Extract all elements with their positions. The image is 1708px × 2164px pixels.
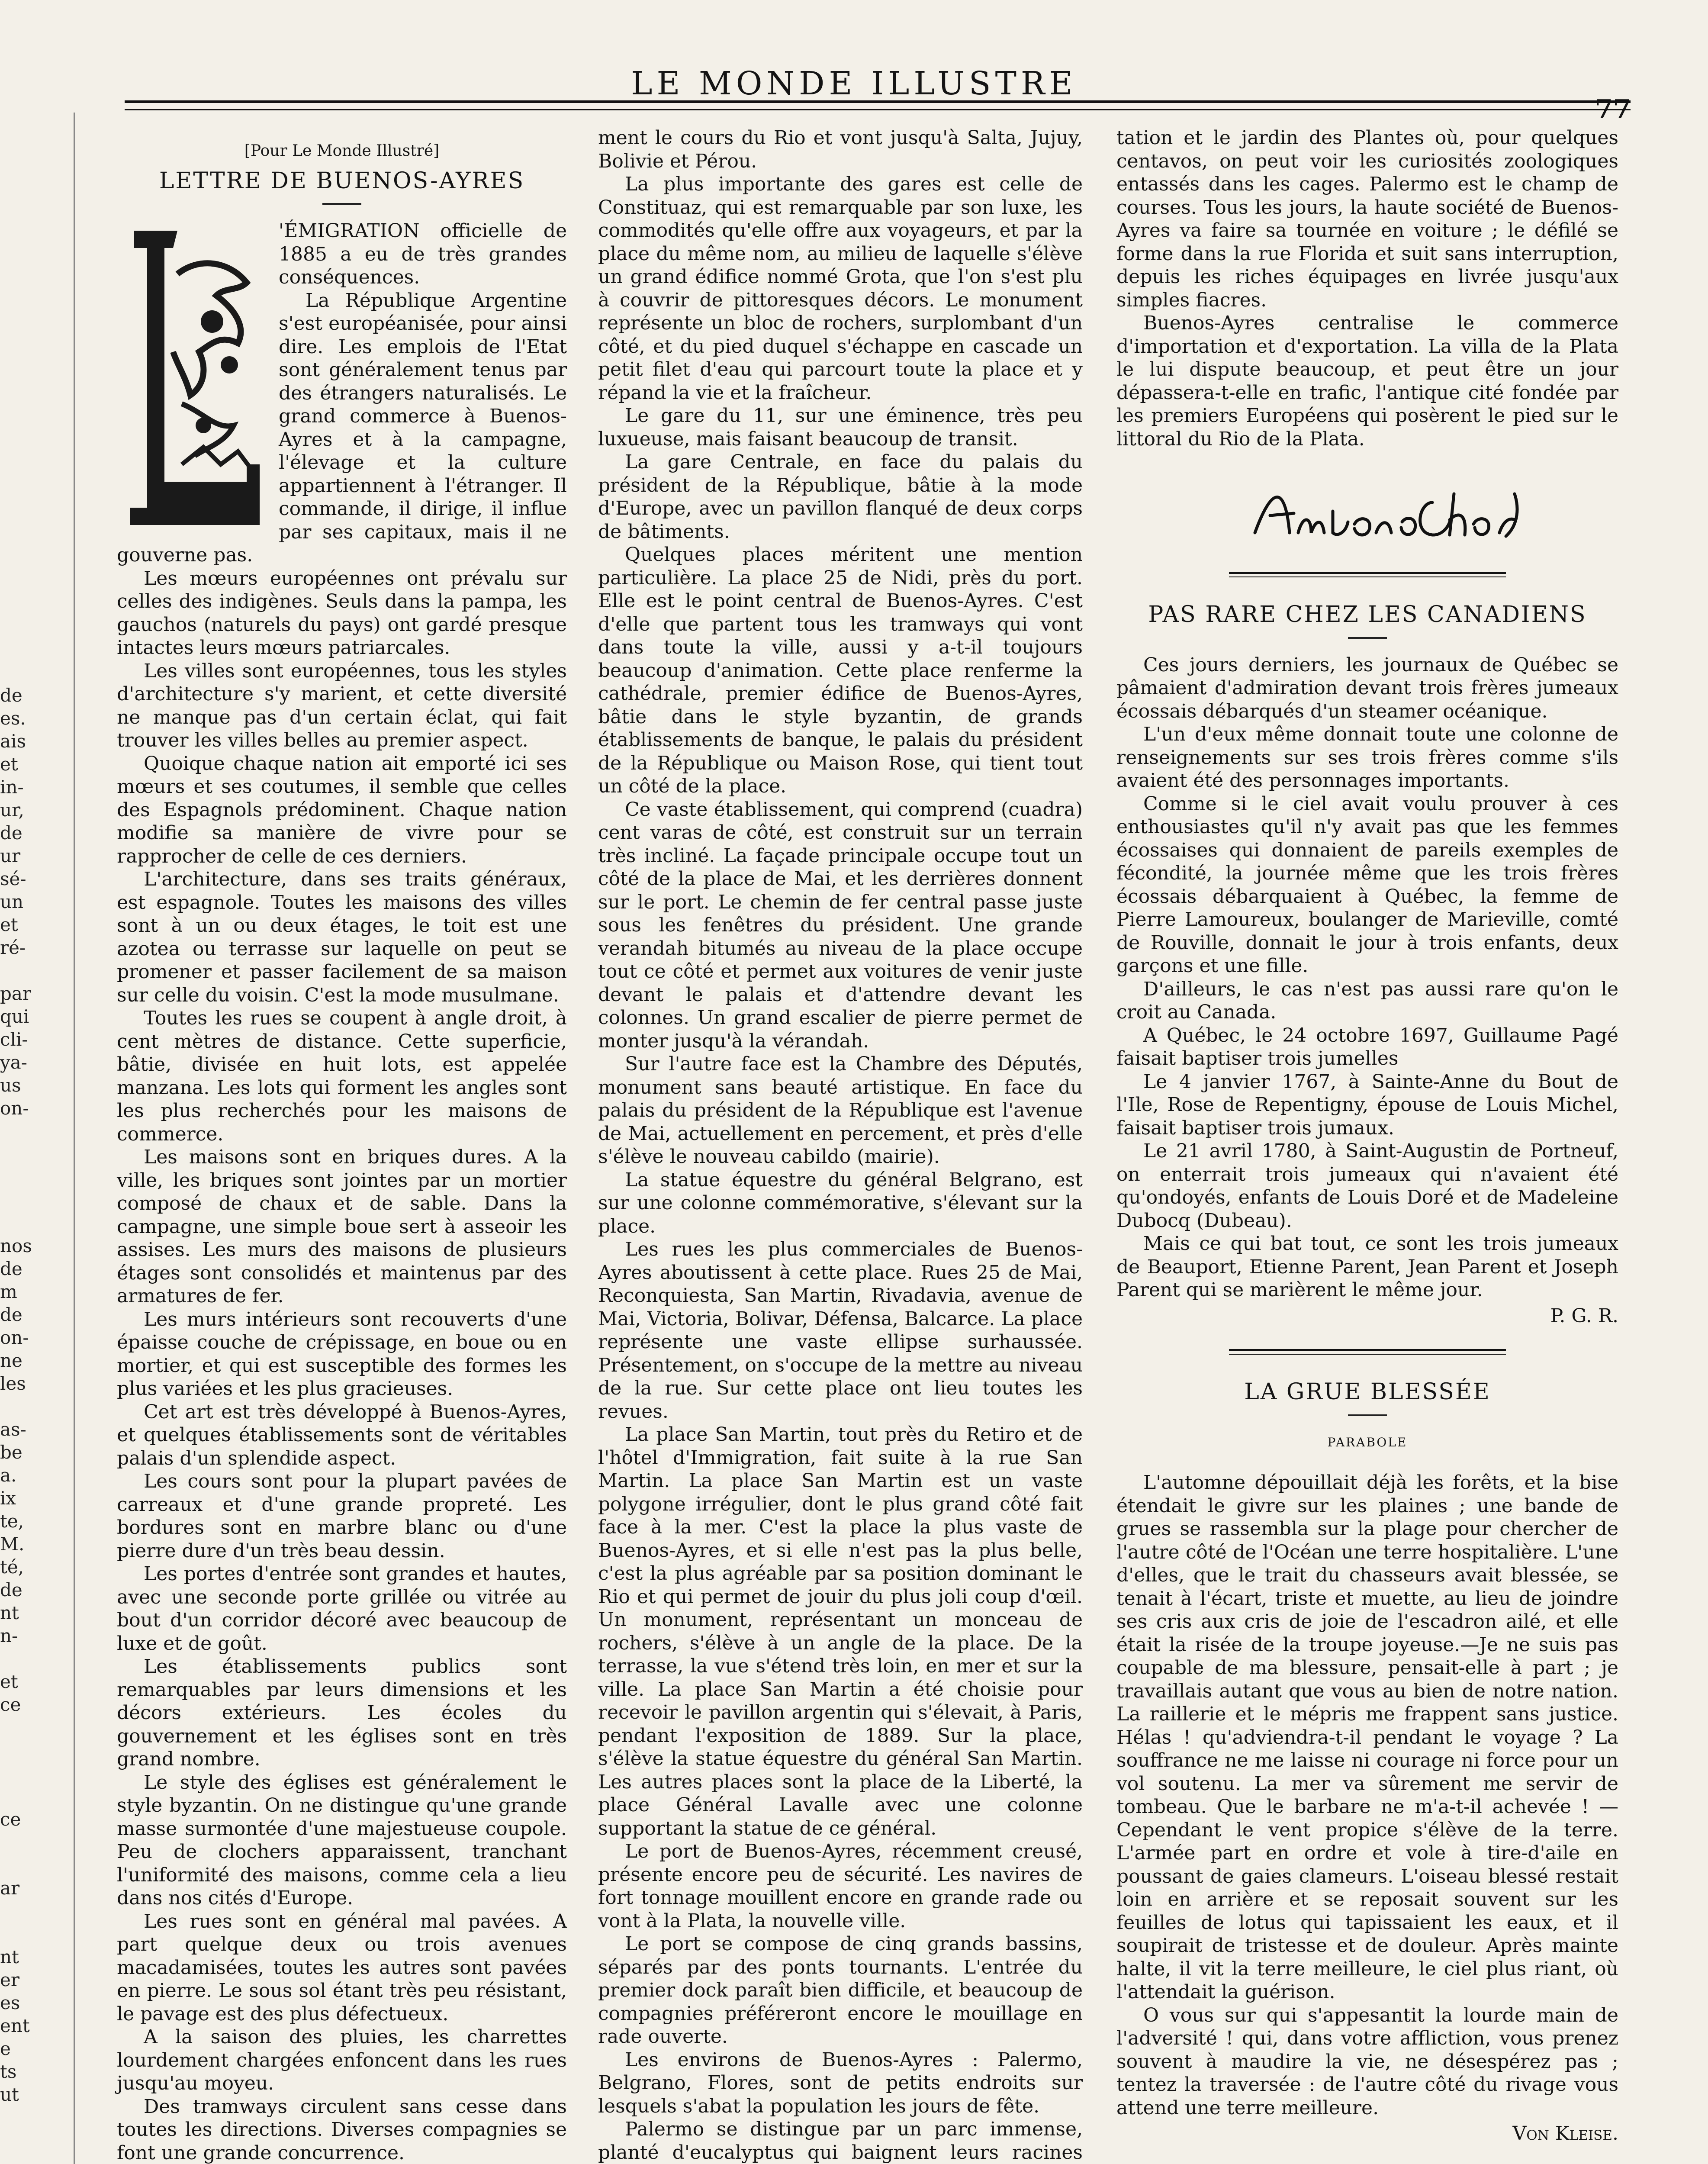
paragraph: Buenos-Ayres centralise le commerce d'importation et d'exportation. La villa de la Plata le lui dispute beaucoup, et peut être un jour dépassera-t-elle en trafic, l'antique cité fondée par les premiers Européens qui posèrent le pied sur le littoral du Rio de la Plata. — [1116, 312, 1618, 450]
article-subtitle: PARABOLE — [1327, 1435, 1408, 1449]
paragraph: Palermo se distingue par un parc immense, planté d'eucalyptus qui baignent leurs racines — [598, 2118, 1083, 2164]
adjacent-page-fragment: de es. ais et in- ur, de ur sé- un et ré- par qui cli- ya- us on- nos de m de on- ne les as- be a. ix te, M. té, de nt n- et ce ce ar nt er es ent e ts ut — [0, 685, 32, 2105]
header-rule-thin — [125, 109, 1631, 110]
page-number: 77 — [1595, 94, 1631, 125]
paragraph: A Québec, le 24 octobre 1697, Guillaume Pagé faisait baptiser trois jumelles — [1116, 1024, 1618, 1069]
paragraph: La plus importante des gares est celle de Constituaz, qui est remarquable par son luxe, les commodités qu'elle offre aux voyageurs, et par la place du même nom, au milieu de laquelle s'élève un grand édifice nommé Grota, que l'on s'est plu à couvrir de pittoresques décors. Le monument représente un bloc de rochers, surplombant d'un côté, et du pied duquel s'échappe en cascade un petit filet d'eau qui parcourt toute la place et y répand la vie et la fraîcheur. — [598, 173, 1083, 404]
paragraph: D'ailleurs, le cas n'est pas aussi rare qu'on le croit au Canada. — [1116, 978, 1618, 1023]
paragraph: Le gare du 11, sur une éminence, très peu luxueuse, mais faisant beaucoup de transit. — [598, 405, 1083, 450]
paragraph: Les établissements publics sont remarquables par leurs dimensions et les décors extérieurs. Les écoles du gouvernement et les églises sont en très grand nombre. — [117, 1655, 567, 1770]
title-dash — [1348, 637, 1387, 639]
header-rule — [125, 100, 1631, 103]
paragraph: Le 4 janvier 1767, à Sainte-Anne du Bout de l'Ile, Rose de Repentigny, épouse de Louis Michel, faisait baptiser trois jumaux. — [1116, 1070, 1618, 1139]
section-divider — [1229, 1349, 1506, 1355]
paragraph: Les portes d'entrée sont grandes et hautes, avec une seconde porte grillée ou vitrée au bout d'un corridor décoré avec beaucoup de luxe et de goût. — [117, 1563, 567, 1655]
paragraph: Les rues sont en général mal pavées. A part quelque deux ou trois avenues macadamisées, toutes les autres sont pavées en pierre. Le sous sol étant très peu résistant, le pavage est des plus défectueux. — [117, 1910, 567, 2025]
paragraph: Toutes les rues se coupent à angle droit, à cent mètres de distance. Cette superficie, bâtie, divisée en huit lots, est appelée manzana. Les lots qui forment les angles sont les plus recherchés pour les maisons de commerce. — [117, 1007, 567, 1145]
paragraph: Ce vaste établissement, qui comprend (cuadra) cent varas de côté, est construit sur un terrain très incliné. La façade principale occupe tout un côté de la place de Mai, et les derrières donnent sur le port. Le chemin de fer central passe juste sous les fenêtres du président. Une grande verandah bitumés au niveau de la place occupe tout ce côté et permet aux voitures de venir juste devant le palais et d'attendre devant les colonnes. Un grand escalier de pierre permet de monter jusqu'à la vérandah. — [598, 798, 1083, 1052]
paragraph: Le 21 avril 1780, à Saint-Augustin de Portneuf, on enterrait trois jumeaux qui n'avaient été qu'ondoyés, enfants de Louis Doré et de Madeleine Dubocq (Dubeau). — [1116, 1140, 1618, 1232]
paragraph: Des tramways circulent sans cesse dans toutes les directions. Diverses compagnies se font une grande concurrence. — [117, 2095, 567, 2164]
paragraph: Les villes sont européennes, tous les styles d'architecture s'y marient, et cette diversité ne manque pas d'un certain éclat, qui fait trouver les villes belles au premier aspect. — [117, 660, 567, 751]
paragraph: Sur l'autre face est la Chambre des Députés, monument sans beauté artistique. En face du palais du président de la République est l'avenue de Mai, actuellement en percement, et près d'elle s'élève le nouveau cabildo (mairie). — [598, 1053, 1083, 1168]
paragraph: L'automne dépouillait déjà les forêts, et la bise étendait le givre sur les plaines ; une bande de grues se rassembla sur la plage pour chercher de l'autre côté de l'Océan une terre hospitalière. L'une d'elles, que le trait du chasseurs avait blessée, se tenait à l'écart, triste et muette, au lieu de joindre ses cris aux cris de joie de l'escadron ailé, et elle était la risée de la troupe joyeuse.—Je ne suis pas coupable de ma blessure, pensait-elle à part ; je travaillais autant que vous au bien de notre nation. La raillerie et le mépris me frappent sans justice. Hélas ! qu'adviendra-t-il pendant le voyage ? La souffrance ne me laisse ni courage ni force pour un vol soutenu. La mer va sûrement me servir de tombeau. Que le barbare ne m'a-t-il achevée ! —Cependant le vent propice s'élève de la terre. L'armée part en ordre et vole à tire-d'aile en poussant de gaies clameurs. L'oiseau blessé restait loin en arrière et se reposait souvent sur les feuilles de lotus qui tapissaient les eaux, et il soupirait de tristesse et de douleur. Après mainte halte, il vit la terre meilleure, le ciel plus riant, où l'attendait la guérison. — [1116, 1472, 1618, 2003]
masthead: LE MONDE ILLUSTRE — [631, 65, 1077, 102]
paragraph: La République Argentine s'est européanisée, pour ainsi dire. Les emplois de l'Etat sont généralement tenus par des étrangers naturalisés. Le grand commerce à Buenos-Ayres et à la campagne, l'élevage et la culture appartiennent à l'étranger. Il commande, il dirige, il influe par ses capitaux, mais il ne gouverne pas. — [117, 289, 567, 566]
article-title: LA GRUE BLESSÉE — [1244, 1379, 1491, 1405]
column-2 — [598, 126, 1083, 2164]
paragraph: L'un d'eux même donnait toute une colonne de renseignements sur ses trois frères comme s'ils avaient été des personnages importants. — [1116, 723, 1618, 792]
paragraph: Les maisons sont en briques dures. A la ville, les briques sont jointes par un mortier composé de chaux et de sable. Dans la campagne, une simple boue sert à asseoir les assises. Les murs des maisons de plusieurs étages sont consolidés et maintenus par des armatures de fer. — [117, 1146, 567, 1307]
column-1 — [117, 126, 567, 2164]
paragraph: Ces jours derniers, les journaux de Québec se pâmaient d'admiration devant trois frères jumeaux écossais débarqués d'un steamer océanique. — [1116, 654, 1618, 722]
paragraph-continued: tation et le jardin des Plantes où, pour quelques centavos, on peut voir les curiosités zoologiques entassés dans les cages. Palermo est le champ de courses. Tous les jours, la haute société de Buenos-Ayres va faire sa tournée en voiture ; le défilé se forme dans la rue Florida et suit sans interruption, depuis les riches équipages en livrée jusqu'aux simples fiacres. — [1116, 127, 1618, 311]
column-3 — [1116, 126, 1618, 2164]
paragraph: La statue équestre du général Belgrano, est sur une colonne commémorative, s'élevant sur la place. — [598, 1169, 1083, 1237]
paragraph: Les environs de Buenos-Ayres : Palermo, Belgrano, Flores, sont de petits endroits sur lesquels s'abat la population les jours de fête. — [598, 2048, 1083, 2117]
paragraph: A la saison des pluies, les charrettes lourdement chargées enfoncent dans les rues jusqu'au moyeu. — [117, 2026, 567, 2094]
handwritten-signature — [1246, 468, 1618, 550]
title-dash — [1348, 1414, 1387, 1416]
paragraph: La place San Martin, tout près du Retiro et de l'hôtel d'Immigration, fait suite à la rue San Martin. La place San Martin est un vaste polygone irrégulier, dont le plus grand côté fait face à la mer. C'est la place la plus vaste de Buenos-Ayres, et si elle n'est pas la plus belle, c'est la plus agréable par sa position dominant le Rio et qui permet de jouir du plus joli coup d'œil. Un monument, représentant un monceau de rochers, s'élève à un angle de la place. De la terrasse, la vue s'étend très loin, en mer et sur la ville. La place San Martin a été choisie pour recevoir le pavillon argentin qui s'élevait, à Paris, pendant l'exposition de 1889. Sur la place, s'élève la statue équestre du général San Martin. Les autres places sont la place de la Liberté, la place Général Lavalle avec une colonne supportant la statue de ce général. — [598, 1423, 1083, 1839]
paragraph-continued: ment le cours du Rio et vont jusqu'à Salta, Jujuy, Bolivie et Pérou. — [598, 127, 1083, 172]
section-divider — [1229, 572, 1506, 577]
paragraph: Le port de Buenos-Ayres, récemment creusé, présente encore peu de sécurité. Les navires de fort tonnage mouillent encore en grande rade ou vont à la Plata, la nouvelle ville. — [598, 1840, 1083, 1932]
paragraph: Le style des églises est généralement le style byzantin. On ne distingue qu'une grande masse surmontée d'une majestueuse coupole. Peu de clochers apparaissent, tranchant l'uniformité des maisons, comme cela a lieu dans nos cités d'Europe. — [117, 1771, 567, 1909]
paragraph: Quoique chaque nation ait emporté ici ses mœurs et ses coutumes, il semble que celles des Espagnols prédominent. Chaque nation modifie sa manière de vivre pour se rapprocher de celle de ces derniers. — [117, 752, 567, 867]
paragraph: L'architecture, dans ses traits généraux, est espagnole. Toutes les maisons des villes sont à un ou deux étages, le toit est une azotea ou terrasse sur laquelle on peut se promener et passer facilement de sa maison sur celle du voisin. C'est la mode musulmane. — [117, 868, 567, 1006]
paragraph: Quelques places méritent une mention particulière. La place 25 de Nidi, près du port. Elle est le point central de Buenos-Ayres. C'est d'elle que partent tous les tramways qui vont dans toute la ville, aussi y a-t-il toujours beaucoup d'animation. Cette place renferme la cathédrale, premier édifice de Buenos-Ayres, bâtie dans le style byzantin, de grands établissements de banque, le palais du président de la République ou Maison Rose, qui tient tout un côté de la place. — [598, 544, 1083, 797]
article-source-line: [Pour Le Monde Illustré] — [244, 142, 440, 160]
paragraph: Les cours sont pour la plupart pavées de carreaux et d'une grande propreté. Les bordures sont en marbre blanc ou d'une pierre dure d'un très beau dessin. — [117, 1470, 567, 1562]
paragraph: Les mœurs européennes ont prévalu sur celles des indigènes. Seuls dans la pampa, les gauchos (naturels du pays) ont gardé presque intactes leurs mœurs patriarcales. — [117, 567, 567, 659]
article-title: PAS RARE CHEZ LES CANADIENS — [1148, 602, 1587, 628]
paragraph: Les rues les plus commerciales de Buenos-Ayres aboutissent à cette place. Rues 25 de Mai, Reconquiesta, San Martin, Rivadavia, avenue de Mai, Victoria, Bolivar, Défensa, Balcarce. La place représente une vaste ellipse surhaussée. Présentement, on s'occupe de la mettre au niveau de la rue. Sur cette place ont lieu toutes les revues. — [598, 1238, 1083, 1423]
paragraph: Cet art est très développé à Buenos-Ayres, et quelques établissements sont de véritables palais d'un splendide aspect. — [117, 1401, 567, 1469]
ornamental-dropcap-l — [117, 222, 268, 530]
paragraph: Le port se compose de cinq grands bassins, séparés par des ponts tournants. L'entrée du premier dock paraît bien difficile, et beaucoup de compagnies préféreront encore le mouillage en rade ouverte. — [598, 1933, 1083, 2048]
page-edge — [74, 113, 75, 2164]
article-signature: Von Kleise. — [1512, 2122, 1618, 2145]
paragraph: Les murs intérieurs sont recouverts d'une épaisse couche de crépissage, en boue ou en mortier, et qui est susceptible des formes les plus variées et les plus gracieuses. — [117, 1308, 567, 1400]
title-dash — [322, 203, 361, 205]
article-title: LETTRE DE BUENOS-AYRES — [159, 167, 525, 194]
paragraph: La gare Centrale, en face du palais du président de la République, bâtie à la mode d'Europe, avec un pavillon flanqué de deux corps de bâtiments. — [598, 451, 1083, 543]
paragraph: Comme si le ciel avait voulu prouver à ces enthousiastes qu'il n'y avait pas que les femmes écossaises qui donnaient de pareils exemples de fécondité, la journée même que les trois frères écossais débarquaient à Québec, la femme de Pierre Lamoureux, boulanger de Marieville, comté de Rouville, donnait le jour à trois enfants, deux garçons et une fille. — [1116, 792, 1618, 977]
paragraph: Mais ce qui bat tout, ce sont les trois jumeaux de Beauport, Etienne Parent, Jean Parent et Joseph Parent qui se marièrent le même jour. — [1116, 1233, 1618, 1301]
paragraph: O vous sur qui s'appesantit la lourde main de l'adversité ! qui, dans votre affliction, vous prenez souvent à maudire la vie, ne désespérez pas ; tentez la traversée : de l'autre côté du rivage vous attend une terre meilleure. — [1116, 2004, 1618, 2119]
article-signature: P. G. R. — [1550, 1304, 1618, 1327]
lead-paragraph: 'ÉMIGRATION officielle de 1885 a eu de très grandes conséquences. — [279, 220, 567, 288]
